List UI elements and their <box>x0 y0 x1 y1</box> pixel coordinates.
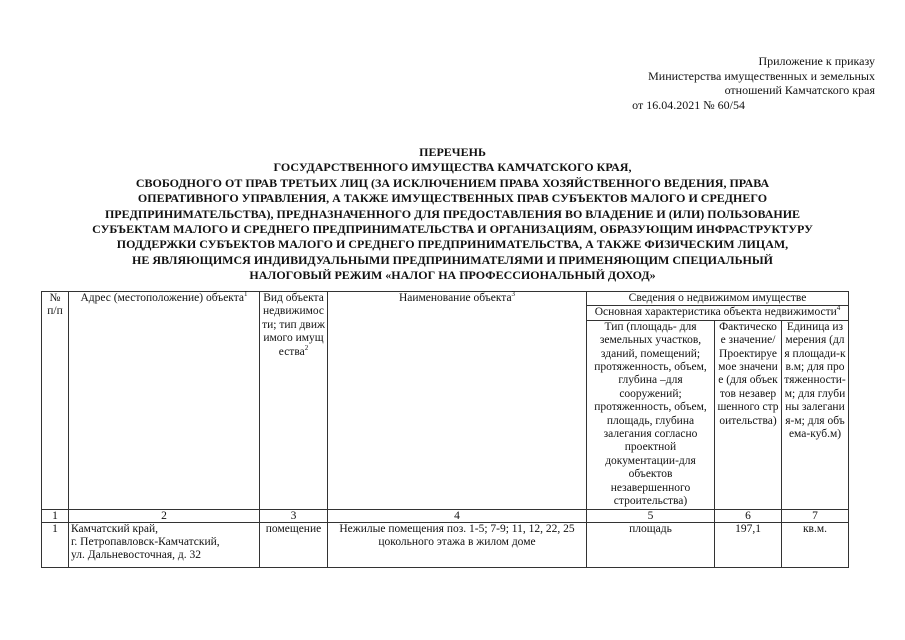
title-line: ПРЕДПРИНИМАТЕЛЬСТВА), ПРЕДНАЗНАЧЕННОГО ДЛЯ ПРЕДОСТАВЛЕНИЯ ВО ВЛАДЕНИЕ И (ИЛИ) ПОЛЬЗОВАНИЕ <box>104 206 801 221</box>
appendix-line: отношений Камчатского края <box>724 83 875 98</box>
column-number-row <box>42 509 849 522</box>
title-line: ПОДДЕРЖКИ СУБЪЕКТОВ МАЛОГО И СРЕДНЕГО ПРЕДПРИНИМАТЕЛЬСТВА, А ТАКЖЕ ФИЗИЧЕСКИМ ЛИЦАМ, <box>116 237 789 252</box>
title-line: СВОБОДНОГО ОТ ПРАВ ТРЕТЬИХ ЛИЦ (ЗА ИСКЛЮЧЕНИЕМ ПРАВА ХОЗЯЙСТВЕННОГО ВЕДЕНИЯ, ПРАВА <box>135 175 770 190</box>
footnote-mark: 4 <box>836 304 841 313</box>
appendix-header <box>585 54 875 112</box>
title-line: НАЛОГОВЫЙ РЕЖИМ «НАЛОГ НА ПРОФЕССИОНАЛЬНЫЙ ДОХОД» <box>249 268 656 283</box>
address-line: Камчатский край, <box>71 522 159 535</box>
footnote-mark: 2 <box>304 343 309 352</box>
row-kind: помещение <box>260 522 328 567</box>
header-value: Фактическое значение/ Проектируемое значение (для объектов незавершенного строительства) <box>715 320 782 509</box>
title-line: ГОСУДАРСТВЕННОГО ИМУЩЕСТВА КАМЧАТСКОГО КРАЯ, <box>273 160 632 175</box>
title-line: НЕ ЯВЛЯЮЩИМСЯ ИНДИВИДУАЛЬНЫМИ ПРЕДПРИНИМАТЕЛЯМИ И ПРИМЕНЯЮЩИМ СПЕЦИАЛЬНЫЙ <box>132 252 773 267</box>
header-row <box>42 292 849 306</box>
column-number: 2 <box>69 509 260 522</box>
address-line: ул. Дальневосточная, д. 32 <box>71 549 202 562</box>
column-number: 1 <box>42 509 69 522</box>
column-number: 7 <box>782 509 849 522</box>
header-num: № п/п <box>42 292 69 510</box>
row-value: 197,1 <box>715 522 782 567</box>
header-main-characteristic: Основная характеристика объекта недвижимости$^4$ <box>587 306 849 320</box>
title-line: СУБЪЕКТАМ МАЛОГО И СРЕДНЕГО ПРЕДПРИНИМАТЕЛЬСТВА И ОРГАНИЗАЦИЯМ, ОБРАЗУЮЩИМ ИНФРАСТРУКТУРУ <box>92 222 813 237</box>
header-kind: Вид объекта недвижимости; тип движимого имущества$^2$ <box>260 292 328 510</box>
document-title <box>60 145 845 284</box>
property-table <box>41 291 849 568</box>
row-num: 1 <box>42 522 69 567</box>
header-realty-info: Сведения о недвижимом имуществе <box>587 292 849 306</box>
row-address <box>69 522 260 567</box>
row-type: площадь <box>587 522 715 567</box>
column-number: 6 <box>715 509 782 522</box>
column-number: 5 <box>587 509 715 522</box>
title-line: ОПЕРАТИВНОГО УПРАВЛЕНИЯ, А ТАКЖЕ ИМУЩЕСТВЕННЫХ ПРАВ СУБЪЕКТОВ МАЛОГО И СРЕДНЕГО <box>137 191 768 206</box>
header-address: Адрес (местоположение) объекта$^1$ <box>69 292 260 510</box>
appendix-date: от 16.04.2021 № 60/54 <box>632 97 745 112</box>
table-row <box>42 522 849 567</box>
row-unit: кв.м. <box>782 522 849 567</box>
header-type: Тип (площадь- для земельных участков, зданий, помещений; протяженность, объем, глубина –для сооружений; протяженность, объем, площадь, глубина залегания согласно проектной документации-для объектов незавершенного строительства) <box>587 320 715 509</box>
header-name: Наименование объекта$^3$ <box>328 292 587 510</box>
appendix-line: Приложение к приказу <box>758 54 875 68</box>
footnote-mark: 3 <box>511 290 516 299</box>
header-unit: Единица измерения (для площади-кв.м; для протяженности-м; для глубины залегания-м; для объема-куб.м) <box>782 320 849 509</box>
address-line: г. Петропавловск-Камчатский, <box>71 535 220 548</box>
column-number: 4 <box>328 509 587 522</box>
title-line: ПЕРЕЧЕНЬ <box>419 145 486 159</box>
column-number: 3 <box>260 509 328 522</box>
row-name: Нежилые помещения поз. 1-5; 7-9; 11, 12, 22, 25 цокольного этажа в жилом доме <box>328 522 587 567</box>
appendix-line: Министерства имущественных и земельных <box>648 68 875 83</box>
footnote-mark: 1 <box>244 290 248 299</box>
